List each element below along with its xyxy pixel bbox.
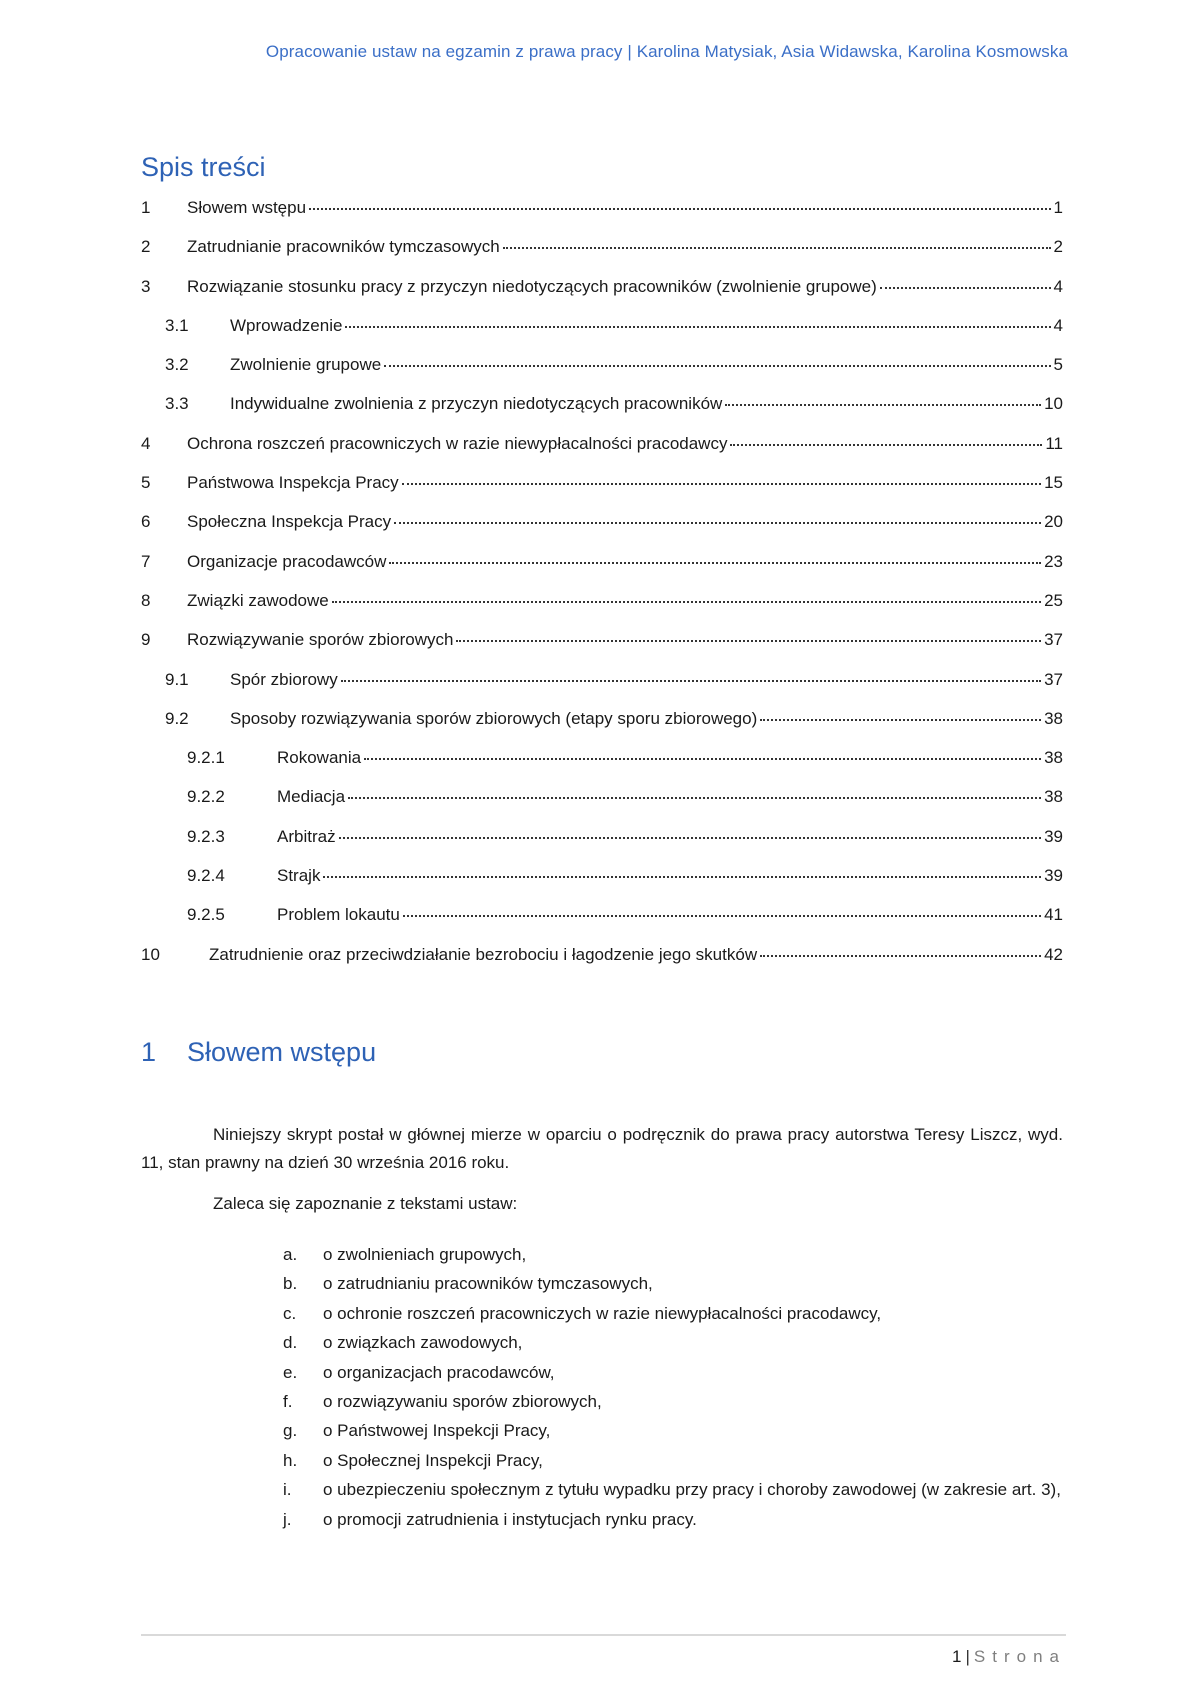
toc-leader-dots [309,207,1050,210]
list-item-text: o promocji zatrudnienia i instytucjach rynku pracy. [323,1509,697,1529]
toc-entry-text: Rozwiązywanie sporów zbiorowych [187,630,454,650]
toc-leader-dots [402,482,1041,485]
list-item [283,1269,1063,1298]
list-item [283,1416,1063,1445]
toc-entry-number: 6 [141,512,151,532]
toc-entry-page: 10 [1044,394,1063,414]
toc-entry-page: 42 [1044,944,1063,964]
toc-entry[interactable] [141,905,1063,944]
toc-entry[interactable] [141,394,1063,433]
toc-leader-dots [456,639,1041,642]
toc-leader-dots [394,521,1041,524]
toc-entry-page: 37 [1044,630,1063,650]
toc-entry-text: Spór zbiorowy [230,669,338,689]
toc-title: Spis treści [141,152,266,182]
page-header: Opracowanie ustaw na egzamin z prawa pracy | Karolina Matysiak, Asia Widawska, Karolina Kosmowska [265,42,1068,61]
toc-entry-page: 1 [1053,198,1063,217]
list-item-text: o rozwiązywaniu sporów zbiorowych, [323,1392,602,1412]
toc-entry-text: Rozwiązanie stosunku pracy z przyczyn niedotyczących pracowników (zwolnienie grupowe) [187,276,877,296]
list-item-letter: c. [283,1303,297,1323]
list-item-text: o zwolnieniach grupowych, [323,1245,527,1264]
table-of-contents [141,198,1063,984]
toc-entry[interactable] [141,512,1063,551]
toc-entry-text: Zwolnienie grupowe [230,355,382,375]
toc-entry-page: 4 [1053,276,1063,296]
toc-entry-text: Zatrudnianie pracowników tymczasowych [187,237,500,257]
toc-entry-number: 9.2.5 [187,905,225,925]
toc-entry[interactable] [141,709,1063,748]
toc-entry-text: Związki zawodowe [187,590,329,610]
footer-separator: | [965,1647,970,1666]
toc-entry-number: 9.2.2 [187,787,225,807]
list-item-letter: g. [283,1421,298,1441]
toc-entry-text: Państwowa Inspekcja Pracy [187,473,399,493]
toc-entry-page: 15 [1044,473,1063,493]
toc-entry-page: 38 [1044,748,1063,768]
toc-entry[interactable] [141,748,1063,787]
toc-leader-dots [730,443,1042,446]
toc-entry[interactable] [141,355,1063,394]
toc-entry[interactable] [141,434,1063,473]
toc-entry-number: 3.1 [165,315,189,335]
toc-entry-page: 25 [1044,590,1063,610]
toc-entry-number: 1 [141,198,151,217]
toc-entry[interactable] [141,473,1063,512]
toc-leader-dots [364,757,1041,760]
toc-entry-text: Wprowadzenie [230,315,343,335]
list-item-text: o Społecznej Inspekcji Pracy, [323,1450,543,1470]
toc-leader-dots [332,600,1041,603]
toc-entry-page: 5 [1053,355,1063,375]
toc-leader-dots [345,325,1050,328]
list-item-text: o Państwowej Inspekcji Pracy, [323,1421,551,1441]
toc-entry-number: 5 [141,473,151,493]
toc-entry-page: 23 [1044,551,1063,571]
toc-entry[interactable] [141,866,1063,905]
section-title-text: Słowem wstępu [187,1037,377,1067]
toc-entry[interactable] [141,237,1063,276]
toc-entry[interactable] [141,591,1063,630]
toc-entry-number: 9.2 [165,708,189,728]
toc-leader-dots [339,836,1042,839]
toc-leader-dots [341,679,1041,682]
list-item [283,1358,1063,1387]
footer-divider [141,1634,1066,1636]
toc-entry[interactable] [141,316,1063,355]
toc-entry-number: 9.2.4 [187,866,225,886]
toc-entry[interactable] [141,827,1063,866]
toc-entry-number: 9.2.1 [187,748,225,768]
toc-entry[interactable] [141,198,1063,237]
toc-entry-page: 39 [1044,826,1063,846]
toc-entry-page: 39 [1044,866,1063,886]
toc-entry-page: 2 [1053,237,1063,257]
recommendation-paragraph: Zaleca się zapoznanie z tekstami ustaw: [213,1194,518,1213]
toc-entry-text: Strajk [277,866,321,886]
toc-leader-dots [725,403,1041,406]
toc-entry-page: 38 [1044,708,1063,728]
list-item [283,1240,1063,1269]
toc-leader-dots [760,954,1041,957]
toc-entry-number: 3.2 [165,355,189,375]
list-item-letter: j. [283,1509,292,1529]
page-number: 1 [952,1647,962,1666]
list-item-text: o ubezpieczeniu społecznym z tytułu wypadku przy pracy i choroby zawodowej (w zakresie art. 3), [323,1480,1061,1500]
toc-entry-page: 41 [1044,905,1063,925]
list-item-text: o związkach zawodowych, [323,1333,523,1353]
toc-entry[interactable] [141,630,1063,669]
toc-entry[interactable] [141,945,1063,984]
toc-entry-number: 4 [141,433,151,453]
list-item [283,1387,1063,1416]
toc-entry-number: 9.2.3 [187,826,225,846]
list-item-letter: a. [283,1245,298,1264]
list-item [283,1446,1063,1475]
list-item-text: o ochronie roszczeń pracowniczych w razie niewypłacalności pracodawcy, [323,1303,882,1323]
list-item-letter: b. [283,1274,298,1294]
list-item-letter: d. [283,1333,298,1353]
toc-leader-dots [389,561,1041,564]
list-item [283,1299,1063,1328]
toc-entry-number: 10 [141,944,160,964]
toc-entry-page: 38 [1044,787,1063,807]
toc-entry-text: Sposoby rozwiązywania sporów zbiorowych (etapy sporu zbiorowego) [230,708,758,728]
page-footer [952,1647,1066,1667]
toc-entry-text: Mediacja [277,787,346,807]
list-item [283,1328,1063,1357]
toc-leader-dots [880,286,1051,289]
toc-entry[interactable] [141,277,1063,316]
toc-entry-page: 20 [1044,512,1063,532]
toc-entry-text: Zatrudnienie oraz przeciwdziałanie bezrobociu i łagodzenie jego skutków [209,944,758,964]
intro-paragraph: Niniejszy skrypt postał w głównej mierze w oparciu o podręcznik do prawa pracy autorstwa Teresy Liszcz, wyd. 11, stan prawny na dzień 30 września 2016 roku. [141,1125,1063,1172]
toc-entry-text: Organizacje pracodawców [187,551,387,571]
list-item-letter: f. [283,1392,293,1412]
statutes-list [283,1240,1063,1534]
toc-leader-dots [403,914,1041,917]
list-item-text: o organizacjach pracodawców, [323,1362,555,1382]
toc-entry-text: Indywidualne zwolnienia z przyczyn niedotyczących pracowników [230,394,723,414]
toc-entry-text: Problem lokautu [277,905,400,925]
toc-entry-page: 4 [1053,315,1063,335]
toc-entry-text: Słowem wstępu [187,198,307,217]
list-item-text: o zatrudnianiu pracowników tymczasowych, [323,1274,653,1294]
toc-entry[interactable] [141,670,1063,709]
list-item-letter: i. [283,1480,292,1500]
toc-entry-number: 9 [141,630,151,650]
list-item [283,1505,1063,1534]
toc-entry-number: 3.3 [165,394,189,414]
section-heading [141,1037,376,1068]
toc-leader-dots [348,796,1041,799]
list-item-letter: e. [283,1362,298,1382]
toc-leader-dots [323,875,1041,878]
toc-leader-dots [384,364,1050,367]
toc-entry[interactable] [141,787,1063,826]
toc-entry-text: Społeczna Inspekcja Pracy [187,512,392,532]
toc-entry-text: Rokowania [277,748,362,768]
toc-entry-number: 7 [141,551,151,571]
toc-leader-dots [503,246,1051,249]
list-item [283,1475,1063,1504]
toc-entry-number: 9.1 [165,669,189,689]
toc-entry-text: Ochrona roszczeń pracowniczych w razie niewypłacalności pracodawcy [187,433,728,453]
toc-entry[interactable] [141,552,1063,591]
toc-entry-number: 8 [141,590,151,610]
toc-entry-number: 2 [141,237,151,257]
toc-entry-page: 37 [1044,669,1063,689]
toc-entry-page: 11 [1045,433,1063,453]
toc-leader-dots [760,718,1041,721]
section-number: 1 [141,1037,157,1067]
toc-entry-text: Arbitraż [277,826,336,846]
toc-entry-number: 3 [141,276,151,296]
footer-page-label: Strona [973,1647,1066,1666]
list-item-letter: h. [283,1450,298,1470]
